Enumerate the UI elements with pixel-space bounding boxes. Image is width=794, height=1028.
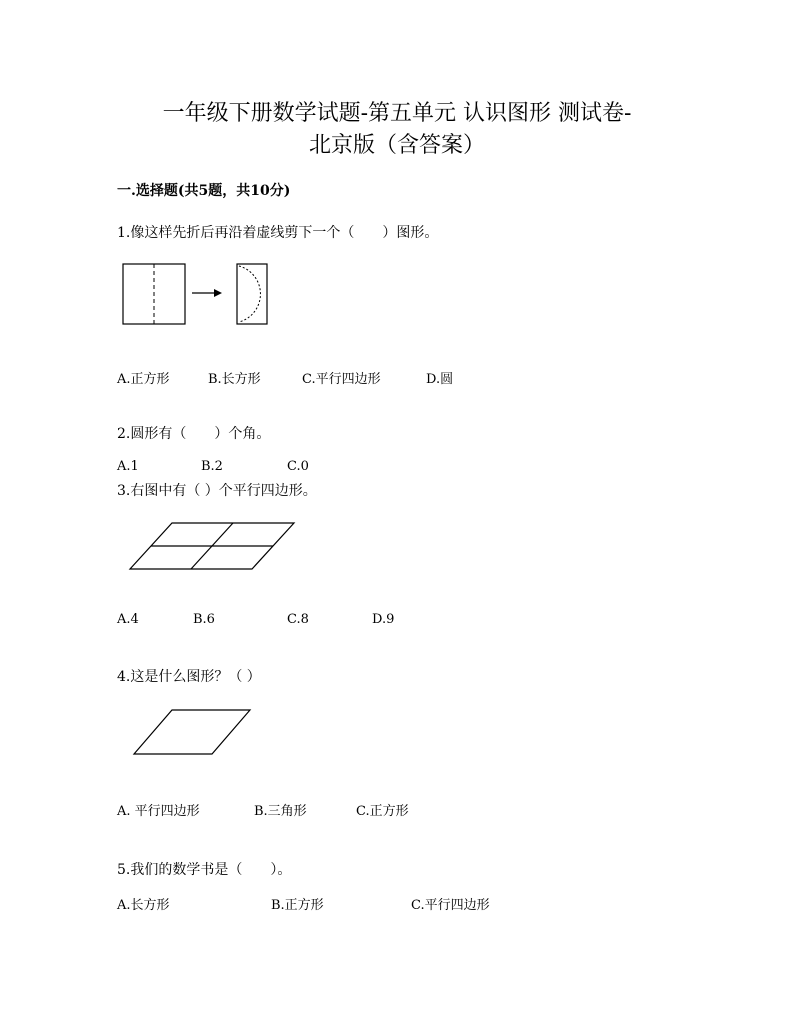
question-2-stem: 2.圆形有（ ）个角。 <box>117 426 271 442</box>
question-1-option-a: A.正方形 <box>117 372 170 387</box>
question-5-stem: 5.我们的数学书是（ ）。 <box>117 862 292 878</box>
question-2-option-c: C.0 <box>287 459 309 474</box>
question-1-stem: 1.像这样先折后再沿着虚线剪下一个（ ）图形。 <box>117 225 439 241</box>
question-5-option-b: B.正方形 <box>271 898 324 913</box>
question-1-option-c: C.平行四边形 <box>302 372 381 387</box>
question-2-option-b: B.2 <box>201 459 223 474</box>
parallelogram-shape <box>134 710 250 754</box>
question-1-option-d: D.圆 <box>426 372 454 387</box>
question-2-option-a: A.1 <box>117 459 139 474</box>
question-3-option-b: B.6 <box>193 612 215 627</box>
question-4-option-c: C.正方形 <box>356 804 409 819</box>
question-4-option-b: B.三角形 <box>254 804 307 819</box>
question-5-option-a: A.长方形 <box>117 898 170 913</box>
question-1-option-b: B.长方形 <box>208 372 261 387</box>
page-title-line-1: 一年级下册数学试题-第五单元 认识图形 测试卷- <box>162 101 632 126</box>
question-3-option-c: C.8 <box>287 612 309 627</box>
question-3-option-d: D.9 <box>372 612 395 627</box>
question-4-stem: 4.这是什么图形？（ ） <box>117 669 261 685</box>
section-heading: 一.选择题(共5题，共10分) <box>117 183 291 199</box>
question-5-option-c: C.平行四边形 <box>411 898 490 913</box>
question-3-stem: 3.右图中有（ ）个平行四边形。 <box>117 483 317 499</box>
question-3-option-a: A.4 <box>117 612 139 627</box>
page-title-line-2: 北京版（含答案） <box>308 133 485 158</box>
question-4-option-a: A. 平行四边形 <box>117 804 200 819</box>
